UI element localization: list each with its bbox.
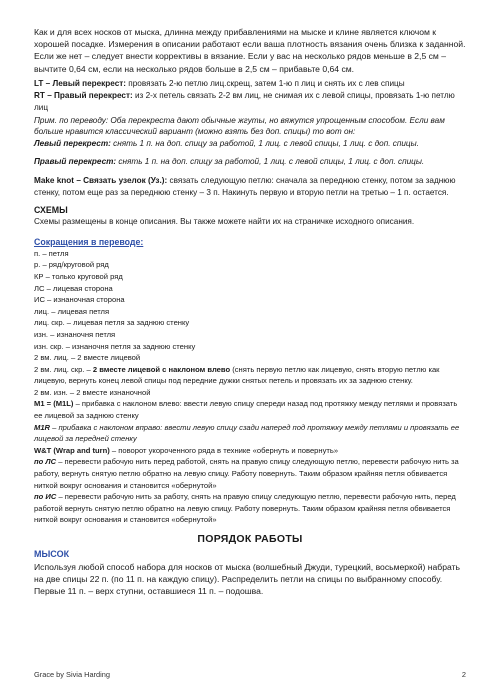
abbr-text: – перевести рабочую нить за работу, снять на правую спицу следующую петлю, перевести рабочую нить, перед работой вернуть снятую петлю обратно на левую спицу. Работу повернуть. Таким образом крайняя петля обвивается ниткой вокруг основания и становится «обернутой»: [34, 492, 456, 525]
abbr-item: 2 вм. лиц. – 2 вместе лицевой: [34, 353, 141, 363]
abbr-term: по ИС: [34, 492, 57, 502]
abbr-item-m1r: [34, 422, 466, 445]
abbr-text: (снять первую петлю как лицевую, снять вторую петлю как лицевую, вернуть конец левой спицы под передние дужки снятых петель и провязать их за заднюю стенку.: [34, 364, 440, 386]
toe-heading: МЫСОК: [34, 549, 70, 559]
abbr-item: ЛС – лицевая сторона: [34, 283, 113, 293]
abbr-term: M1R: [34, 422, 51, 432]
abbr-text: – прибавка с наклоном влево: ввести левую спицу спереди назад под протяжку между петлями и провязать ее лицевой за заднюю стенку: [34, 399, 458, 421]
intro-paragraph: Как и для всех носков от мыска, длинна между прибавлениями на мыске и клине является ключом к хорошей посадке. Измерения в описании работают если ваша плотность вязания очень близка к заданной. Если же нет – следует внести коррективы в вязание. Если у вас на несколько рядов меньше в 2,5 см – вычтите 0,64 см, если на несколько рядов больше в 2,5 см – прибавьте 0,64 см.: [34, 27, 466, 74]
abbr-term: по ЛС: [34, 457, 57, 467]
lt-text: провязать 2-ю петлю лиц.скрещ, затем 1-ю п лиц и снять их с лев спицы: [126, 78, 405, 88]
abbr-text: – прибавка с наклоном вправо: ввести левую спицу сзади наперед под протяжку между петлями и провязать ее лицевой за передней стенку: [34, 422, 460, 444]
abbr-item: п. – петля: [34, 248, 69, 258]
abbreviations-list: [34, 248, 466, 526]
abbr-term: W&T (Wrap and turn): [34, 445, 110, 455]
abbr-item-m1: [34, 398, 466, 421]
abbr-item-p2tog: 2 вм. изн. – 2 вместе изнаночной: [34, 387, 151, 397]
abbr-item: лиц. – лицевая петля: [34, 306, 110, 316]
charts-heading: СХЕМЫ: [34, 205, 68, 216]
rt-term: RT – Правый перекрест:: [34, 91, 133, 101]
translator-note: Прим. по переводу: Оба перекреста дают обычные жгуты, но вяжутся упрощенным способом. Если вам больше нравится классический вариант (можно взять без доп. спицы) то вот он:: [34, 115, 445, 137]
abbr-term: M1 = (M1L): [34, 399, 74, 409]
right-cross-text: снять 1 п. на доп. спицу за работой, 1 лиц. с левой спицы, 1 лиц. с доп. спицы.: [116, 157, 425, 167]
left-cross-definition: [34, 138, 466, 150]
abbr-item: изн. – изнаночня петля: [34, 329, 116, 339]
abbreviations-heading: Сокращения в переводе:: [34, 236, 144, 247]
page-number: 2: [461, 670, 466, 679]
right-cross-definition: [34, 156, 466, 168]
make-knot-text: связать следующую петлю: сначала за переднюю стенку, потом за заднюю стенку, потом еще раз за переднюю стенку – 3 п. Накинуть первую и вторую петли на третью – 1 п. остается.: [34, 175, 456, 197]
abbr-item-wt: [34, 445, 466, 457]
charts-text: Схемы размещены в конце описания. Вы также можете найти их на страничке исходного описания.: [34, 217, 415, 227]
abbr-item: лиц. скр. – лицевая петля за заднюю стенку: [34, 318, 190, 328]
rt-definition: [34, 90, 466, 113]
abbr-item: изн. скр. – изнаночня петля за заднюю стенку: [34, 341, 196, 351]
abbr-item: КР – только круговой ряд: [34, 271, 123, 281]
abbr-term: 2 вм. лиц. скр. –: [34, 364, 93, 374]
make-knot-definition: [34, 175, 466, 198]
abbr-text: – перевести рабочую нить перед работой, снять на правую спицу следующую петлю, перевести рабочую нить за работу, вернуть снятую петлю обратно на левую спицу. Работу повернуть. Таким образом крайняя петля обвивается ниткой вокруг основания и становится «обернутой»: [34, 457, 459, 490]
make-knot-term: Make knot – Связать узелок (Уз.):: [34, 175, 168, 185]
abbr-item: р. – ряд/круговой ряд: [34, 260, 109, 270]
work-order-heading: ПОРЯДОК РАБОТЫ: [197, 533, 303, 545]
abbr-bold: 2 вместе лицевой с наклоном влево: [92, 364, 231, 374]
rt-text: из 2-х петель связать 2-2 вм лиц, не снимая их с левой спицы, провязать 1-ю петлю лиц: [34, 91, 455, 112]
lt-term: LT – Левый перекрест:: [34, 78, 127, 88]
abbr-item-ls: [34, 456, 466, 491]
toe-paragraph: Используя любой способ набора для носков от мыска (волшебный Джуди, турецкий, восьмеркой) набрать на две спицы 22 п. (по 11 п. на каждую спицу). Распределить петли на спицы по выбранному способу. Первые 11 п. – верх ступни, оставшиеся 11 п. – подошва.: [34, 562, 460, 597]
left-cross-text: снять 1 п. на доп. спицу за работой, 1 лиц. с левой спицы, 1 лиц. с доп. спицы.: [110, 138, 419, 148]
abbr-text: – поворот укороченного ряда в технике «обернуть и повернуть»: [109, 445, 339, 455]
document-page: [34, 26, 466, 598]
left-cross-term: Левый перекрест:: [34, 138, 111, 148]
abbr-item-k2tog-tbl: [34, 364, 466, 387]
abbr-item: ИС – изнаночная сторона: [34, 295, 125, 305]
lt-definition: [34, 78, 466, 90]
abbr-item-is: [34, 491, 466, 526]
right-cross-term: Правый перекрест:: [34, 157, 117, 167]
footer-credit: Grace by Sivia Harding: [34, 670, 110, 679]
